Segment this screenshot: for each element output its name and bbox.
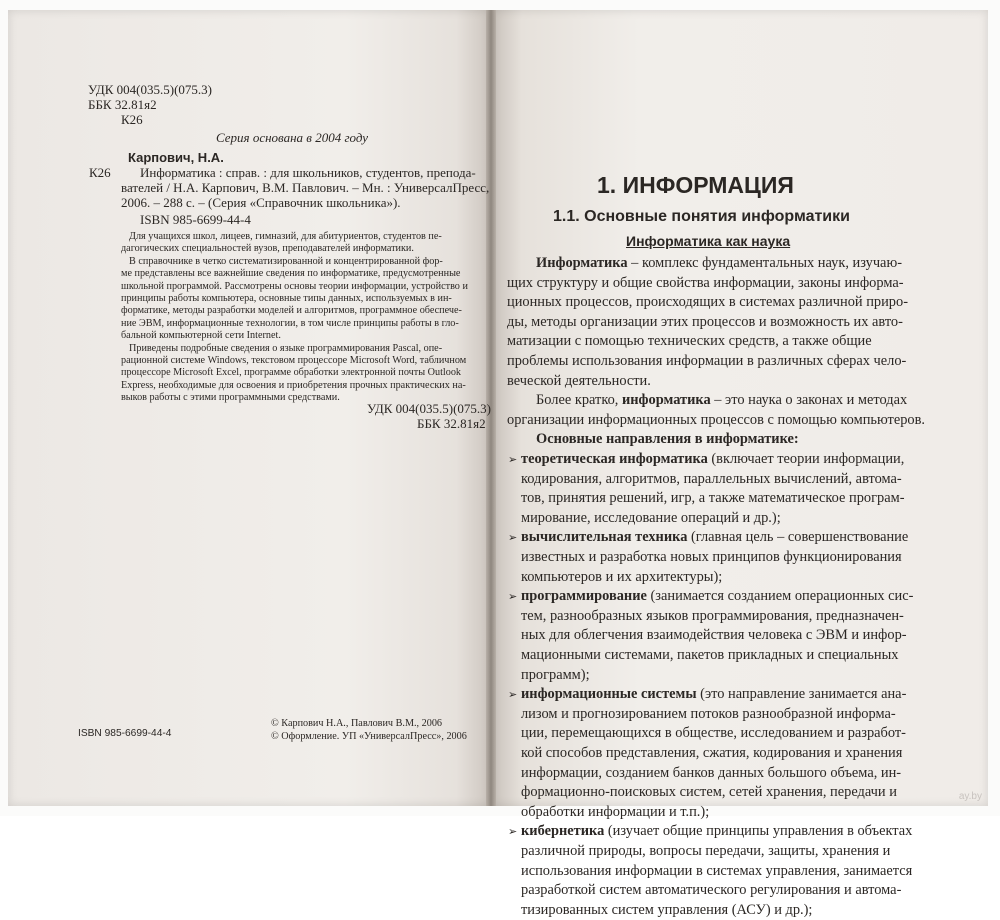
annotation-line: Приведены подробные сведения о языке программирования Pascal, опе- — [129, 342, 443, 354]
arrow-bullet-icon: ➢ — [508, 591, 518, 603]
isbn: ISBN 985-6699-44-4 — [140, 212, 251, 227]
term: информационные системы — [521, 686, 697, 702]
term: программирование — [521, 588, 647, 604]
paragraph-line: организации информационных процессов с помощью компьютеров. — [507, 412, 925, 428]
list-line: тов, принятия решений, игр, а также математическое програм- — [521, 490, 905, 506]
list-item — [508, 684, 906, 705]
copyright-design: © Оформление. УП «УниверсалПресс», 2006 — [271, 731, 467, 742]
annotation — [121, 231, 481, 405]
paragraph-text: (включает теории информации, — [707, 451, 905, 467]
annotation-line: школьной программой. Рассмотрены основы теории информации, устройство и — [121, 280, 468, 292]
arrow-bullet-icon: ➢ — [508, 454, 518, 466]
annotation-line: бальной компьютерной сети Internet. — [121, 330, 281, 342]
paragraph-text: (это направление занимается ана- — [696, 686, 907, 702]
term: теоретическая информатика — [521, 451, 708, 467]
term: кибернетика — [521, 823, 605, 839]
paragraph-text: Более кратко, — [536, 392, 622, 408]
watermark: ay.by — [958, 791, 982, 802]
series-note: Серия основана в 2004 году — [216, 130, 369, 145]
title-line: вателей / Н.А. Карпович, В.М. Павлович. – Мн. : УниверсалПресс, — [121, 180, 490, 195]
list-line: компьютеров и их архитектуры); — [521, 569, 723, 585]
paragraph-line — [536, 390, 907, 410]
list-item — [508, 449, 904, 470]
list-line: кодирования, алгоритмов, параллельных вычислений, автома- — [521, 471, 902, 487]
annotation-line: Express, необходимые для освоения и приобретения прочных практических на- — [121, 379, 466, 391]
annotation-line: ние ЭВМ, информационные технологии, в том числе принципы работы в гло- — [121, 317, 459, 329]
annotation-line: процессоре Microsoft Excel, программе обработки электронной почты Outlook — [121, 367, 462, 379]
list-line: кой способов представления, сжатия, кодирования и хранения — [521, 745, 903, 761]
annotation-line: принципы работы компьютера, основные типы данных, используемых в ин- — [121, 293, 452, 305]
bbk-code-right: ББК 32.81я2 — [417, 416, 486, 431]
udk-code: УДК 004(035.5)(075.3) — [88, 82, 212, 97]
margin-code: К26 — [89, 165, 111, 180]
chapter-title: 1. ИНФОРМАЦИЯ — [597, 172, 794, 198]
directions-heading: Основные направления в информатике: — [536, 431, 799, 447]
list-line: обработки информации и т.п.); — [521, 804, 710, 820]
annotation-line: Для учащихся школ, лицеев, гимназий, для абитуриентов, студентов пе- — [129, 231, 442, 242]
paragraph-text: – это наука о законах и методах — [710, 392, 908, 408]
annotation-line: выков работы с этими программными средствами. — [121, 392, 340, 404]
paragraph-line: веческой деятельности. — [507, 373, 651, 389]
list-line: мирование, исследование операций и др.); — [521, 510, 781, 526]
annotation-line: ме представлены все важнейшие сведения по информатике, предусмотренные — [121, 268, 461, 280]
paragraph-line — [536, 253, 902, 273]
arrow-bullet-icon: ➢ — [508, 689, 518, 701]
arrow-bullet-icon: ➢ — [508, 826, 518, 838]
list-line: известных и разработка новых принципов функционирования — [521, 549, 902, 565]
title-line: Информатика : справ. : для школьников, студентов, препода- — [140, 165, 476, 180]
title-line: 2006. – 288 с. – (Серия «Справочник школьника»). — [121, 195, 401, 210]
author-code: К26 — [121, 112, 143, 127]
udk-code-right: УДК 004(035.5)(075.3) — [367, 401, 491, 416]
term: информатика — [621, 392, 711, 408]
list-line: тизированных систем управления (АСУ) и др.); — [521, 902, 813, 918]
paragraph-line: щих структуру и общие свойства информации, законы информа- — [507, 275, 904, 291]
paragraph-line: ды, методы организации этих процессов и возможность их авто- — [507, 314, 903, 330]
list-line: различной природы, вопросы передачи, защиты, хранения и — [521, 843, 891, 859]
bbk-code: ББК 32.81я2 — [88, 97, 157, 112]
term: вычислительная техника — [521, 529, 688, 545]
annotation-line: В справочнике в четко систематизированной и концентрированной фор- — [129, 255, 443, 267]
paragraph-text: (изучает общие принципы управления в объектах — [604, 823, 913, 839]
list-line: мационными системами, пакетов прикладных и специальных — [521, 647, 899, 663]
list-line: ции, перемещающихся в обществе, исследованием и разработ- — [521, 725, 906, 741]
list-line: программ); — [521, 667, 590, 683]
annotation-line: рационной системе Windows, текстовом процессоре Microsoft Word, табличном — [121, 355, 467, 367]
list-item — [508, 586, 913, 607]
paragraph-text: (главная цель – совершенствование — [687, 529, 909, 545]
list-line: использования информации в системах управления, занимается — [521, 863, 913, 879]
list-line: ных для облегчения взаимодействия человека с ЭВМ и инфор- — [521, 627, 907, 643]
section-title: 1.1. Основные понятия информатики — [553, 208, 850, 225]
list-line: тем, разнообразных языков программирования, предназначен- — [521, 608, 904, 624]
annotation-line: дагогических специальностей вузов, преподавателей информатики. — [121, 243, 414, 255]
paragraph-line: ционных процессов, происходящих в системах различной приро- — [507, 294, 908, 310]
annotation-line: форматике, методы разработки моделей и алгоритмов, программное обеспече- — [121, 305, 462, 317]
subsection-title: Информатика как наука — [626, 233, 791, 249]
list-line: разработкой систем автоматического регулирования и автома- — [521, 882, 902, 898]
paragraph-line: матизации с помощью технических средств, а также общие — [507, 333, 872, 349]
term: Информатика — [536, 255, 628, 271]
copyright-authors: © Карпович Н.А., Павлович В.М., 2006 — [271, 718, 443, 729]
paragraph-text: – комплекс фундаментальных наук, изучаю- — [627, 255, 902, 271]
list-item — [508, 821, 912, 842]
author-heading: Карпович, Н.А. — [128, 150, 224, 165]
isbn-bottom: ISBN 985-6699-44-4 — [78, 728, 172, 739]
list-line: формационно-поисковых систем, сетей хранения, передачи и — [521, 784, 897, 800]
list-line: информации, созданием банков данных большого объема, ин- — [521, 765, 902, 781]
list-item — [508, 527, 908, 548]
list-line: лизом и прогнозированием потоков разнообразной информа- — [521, 706, 896, 722]
paragraph-line: проблемы использования информации в различных сферах чело- — [507, 353, 907, 369]
arrow-bullet-icon: ➢ — [508, 532, 518, 544]
paragraph-text: (занимается созданием операционных сис- — [646, 588, 914, 604]
